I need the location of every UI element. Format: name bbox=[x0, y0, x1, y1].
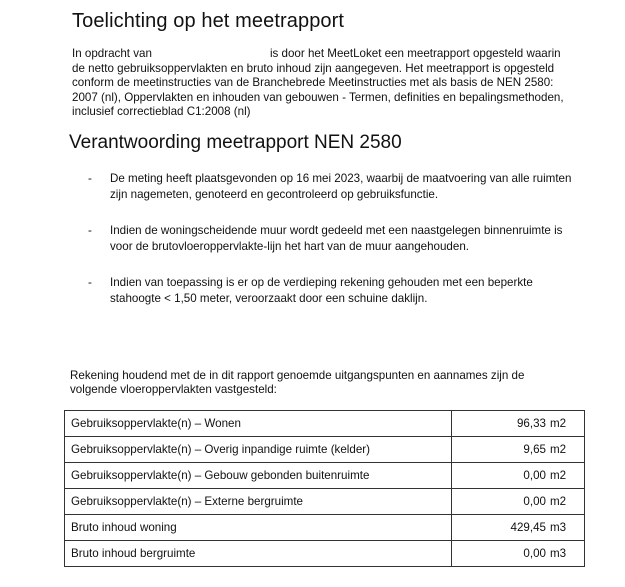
bullet-item bbox=[88, 275, 578, 307]
bullet-item bbox=[88, 223, 578, 255]
row-unit: m2 bbox=[550, 463, 585, 489]
table-row bbox=[65, 541, 585, 567]
bullet-text: Indien de woningscheidende muur wordt gedeeld met een naastgelegen binnenruimte is voor de brutovloeroppervlakte-lijn het hart van de muur aangehouden. bbox=[110, 224, 563, 253]
row-value: 0,00 bbox=[452, 463, 551, 489]
table-row bbox=[65, 411, 585, 437]
bullet-text: De meting heeft plaatsgevonden op 16 mei 2023, waarbij de maatvoering van alle ruimten zijn nagemeten, genoteerd en gecontroleerd op gebruiksfunctie. bbox=[110, 172, 572, 201]
row-value: 0,00 bbox=[452, 489, 551, 515]
bullet-marker: - bbox=[88, 172, 92, 185]
intro-part-2: is door het MeetLoket een meetrapport opgesteld waarin de netto gebruiksoppervlakten en bruto inhoud zijn aangegeven. Het meetrapport is opgesteld conform de meetinstructies van de Branchebrede Meetinstructies met als basis de NEN 2580: 2007 (nl), Oppervlakten en inhouden van gebouwen - Termen, definities en bepalingsmethoden, inclusief correctieblad C1:2008 (nl) bbox=[72, 47, 564, 118]
row-value: 9,65 bbox=[452, 437, 551, 463]
row-label: Bruto inhoud woning bbox=[65, 515, 452, 541]
page-title: Toelichting op het meetrapport bbox=[72, 10, 345, 32]
row-label: Gebruiksoppervlakte(n) – Overig inpandige ruimte (kelder) bbox=[65, 437, 452, 463]
bullet-marker: - bbox=[88, 276, 92, 289]
table-row bbox=[65, 437, 585, 463]
row-unit: m3 bbox=[550, 515, 585, 541]
bullet-list bbox=[88, 171, 578, 327]
table-row bbox=[65, 463, 585, 489]
row-unit: m2 bbox=[550, 411, 585, 437]
intro-part-1: In opdracht van bbox=[72, 47, 152, 60]
row-unit: m2 bbox=[550, 437, 585, 463]
row-label: Gebruiksoppervlakte(n) – Gebouw gebonden buitenruimte bbox=[65, 463, 452, 489]
table-row bbox=[65, 515, 585, 541]
bullet-text: Indien van toepassing is er op de verdieping rekening gehouden met een beperkte stahoogte < 1,50 meter, veroorzaakt door een schuine daklijn. bbox=[110, 276, 533, 305]
row-unit: m2 bbox=[550, 489, 585, 515]
table-row bbox=[65, 489, 585, 515]
intro-paragraph bbox=[72, 47, 572, 120]
row-label: Gebruiksoppervlakte(n) – Wonen bbox=[65, 411, 452, 437]
bullet-item bbox=[88, 171, 578, 203]
row-value: 96,33 bbox=[452, 411, 551, 437]
row-label: Bruto inhoud bergruimte bbox=[65, 541, 452, 567]
bullet-marker: - bbox=[88, 224, 92, 237]
row-label: Gebruiksoppervlakte(n) – Externe bergruimte bbox=[65, 489, 452, 515]
row-unit: m3 bbox=[550, 541, 585, 567]
table-lead-text: Rekening houdend met de in dit rapport genoemde uitgangspunten en aannames zijn de volgende vloeroppervlakten vastgesteld: bbox=[70, 369, 525, 396]
area-table bbox=[64, 410, 585, 567]
section-title: Verantwoording meetrapport NEN 2580 bbox=[69, 132, 402, 153]
row-value: 429,45 bbox=[452, 515, 551, 541]
row-value: 0,00 bbox=[452, 541, 551, 567]
